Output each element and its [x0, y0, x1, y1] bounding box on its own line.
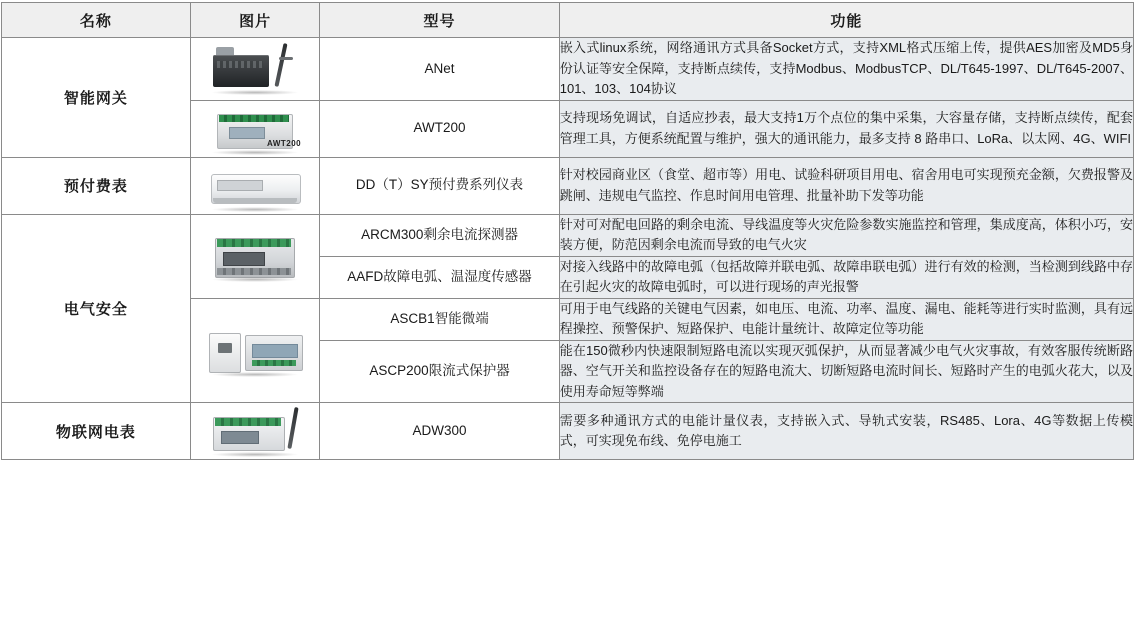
device-shadow: [211, 150, 298, 155]
table-row: [2, 403, 1134, 460]
anet-gateway-photo: [203, 41, 307, 97]
table-row: [2, 214, 1134, 256]
product-image-cell: [190, 403, 320, 460]
spec-sheet: [0, 2, 1135, 624]
table-header: [2, 3, 1134, 38]
antenna-icon: [287, 407, 298, 449]
category-cell-electrical-safety: 电气安全: [2, 214, 191, 403]
terminal-block: [219, 115, 289, 122]
device-shadow: [211, 452, 298, 457]
device-display: [223, 252, 265, 266]
function-cell: 需要多种通讯方式的电能计量仪表，支持嵌入式、导轨式安装，RS485、Lora、4G等数据上传模式，可实现免布线、免停电施工: [559, 403, 1133, 460]
antenna-base-icon: [279, 57, 293, 60]
device-shadow: [211, 372, 298, 377]
table-row: [2, 38, 1134, 101]
miniature-circuit-breaker: [209, 333, 241, 373]
model-cell: ANet: [320, 38, 559, 101]
device-label-text: AWT200: [266, 138, 302, 148]
product-spec-table: [1, 2, 1134, 460]
product-image-cell: [190, 298, 320, 403]
device-body: [213, 55, 269, 87]
function-cell: 支持现场免调试，自适应抄表，最大支持1万个点位的集中采集，大容量存储，支持断点续传，配套管理工具，方便系统配置与维护，强大的通讯能力，最多支持 8 路串口、LoRa、以太网、4G、WIFI: [559, 100, 1133, 157]
column-header-name: 名称: [2, 3, 191, 38]
model-cell: ADW300: [320, 403, 559, 460]
awt200-module-photo: [203, 101, 307, 157]
column-header-function: 功能: [559, 3, 1133, 38]
category-cell-iot-meter: 物联网电表: [2, 403, 191, 460]
model-cell: AWT200: [320, 100, 559, 157]
smart-breaker-module: [245, 335, 303, 371]
function-cell: 能在150微秒内快速限制短路电流以实现灭弧保护，从而显著减少电气火灾事故，有效客服传统断路器、空气开关和监控设备存在的短路电流大、切断短路电流时间长、短路时产生的电弧火花大，以及使用寿命短等弊端: [559, 340, 1133, 403]
category-cell-gateway: 智能网关: [2, 38, 191, 158]
antenna-icon: [275, 43, 288, 87]
device-display: [217, 180, 263, 191]
column-header-image: 图片: [190, 3, 320, 38]
device-shadow: [211, 207, 298, 212]
model-cell: ASCB1智能微端: [320, 298, 559, 340]
device-display: [229, 127, 265, 139]
model-cell: ARCM300剩余电流探测器: [320, 214, 559, 256]
function-cell: 对接入线路中的故障电弧（包括故障并联电弧、故障串联电弧）进行有效的检测，当检测到线路中存在引起火灾的故障电弧时，可以进行现场的声光报警: [559, 256, 1133, 298]
terminal-block-top: [217, 239, 291, 247]
ascb1-smart-breaker-photo: [203, 323, 307, 379]
header-row: [2, 3, 1134, 38]
table-row: [2, 157, 1134, 214]
terminal-block-bottom: [217, 268, 291, 275]
table-body: [2, 38, 1134, 460]
function-cell: 可用于电气线路的关键电气因素，如电压、电流、功率、温度、漏电、能耗等进行实时监测，具有远程操控、预警保护、短路保护、电能计量统计、故障定位等功能: [559, 298, 1133, 340]
adw300-meter-photo: [203, 403, 307, 459]
function-cell: 针对校园商业区（食堂、超市等）用电、试验科研项目用电、宿舍用电可实现预充金额，欠费报警及跳闸、违规电气监控、作息时间用电管理、批量补助下发等功能: [559, 157, 1133, 214]
product-image-cell: [190, 214, 320, 298]
terminal-block-top: [215, 418, 281, 426]
model-cell: AAFD故障电弧、温湿度传感器: [320, 256, 559, 298]
product-image-cell: [190, 100, 320, 157]
function-cell: 嵌入式linux系统，网络通讯方式具备Socket方式，支持XML格式压缩上传，提供AES加密及MD5身份认证等安全保障，支持断点续传，支持Modbus、ModbusTCP、DL/T645-1997、DL/T645-2007、101、103、104协议: [559, 38, 1133, 101]
arcm300-detector-photo: [203, 228, 307, 284]
function-cell: 针对可对配电回路的剩余电流、导线温度等火灾危险参数实施监控和管理，集成度高，体积小巧，安装方便，防范因剩余电流而导致的电气火灾: [559, 214, 1133, 256]
device-shadow: [211, 90, 298, 95]
column-header-model: 型号: [320, 3, 559, 38]
device-display: [221, 431, 259, 444]
product-image-cell: [190, 38, 320, 101]
product-image-cell: [190, 157, 320, 214]
device-shadow: [211, 277, 298, 282]
model-cell: ASCP200限流式保护器: [320, 340, 559, 403]
model-cell: DD（T）SY预付费系列仪表: [320, 157, 559, 214]
category-cell-prepaid: 预付费表: [2, 157, 191, 214]
din-rail-clip: [213, 198, 297, 203]
prepaid-meter-photo: [203, 158, 307, 214]
